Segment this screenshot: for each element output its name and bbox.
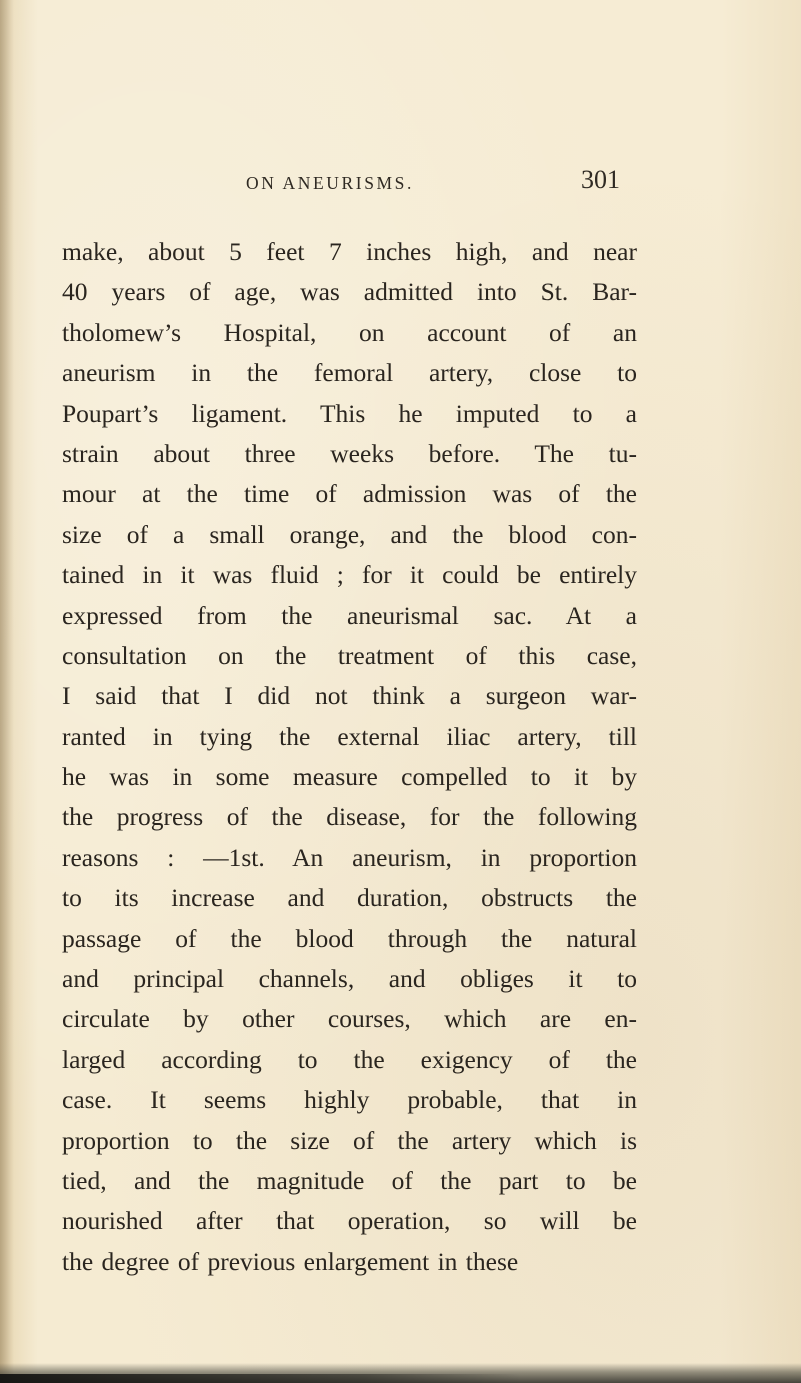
text-line: tied, and the magnitude of the part to be [62, 1165, 637, 1195]
page-bottom-shadow [0, 1374, 520, 1383]
text-line: tained in it was fluid ; for it could be entirely [62, 560, 637, 590]
gutter-shadow [0, 0, 14, 1383]
text-line: Poupart’s ligament. This he imputed to a [62, 398, 637, 428]
text-line: strain about three weeks before. The tu- [62, 438, 637, 468]
text-line: nourished after that operation, so will be [62, 1206, 637, 1236]
text-line: make, about 5 feet 7 inches high, and near [62, 237, 637, 266]
text-line: and principal channels, and obliges it to [62, 964, 637, 994]
text-line: the progress of the disease, for the following [62, 802, 637, 832]
text-line: he was in some measure compelled to it by [62, 762, 637, 792]
running-head [0, 165, 801, 201]
text-line: ranted in tying the external iliac artery, till [62, 721, 637, 751]
text-line: case. It seems highly probable, that in [62, 1085, 637, 1115]
text-line: I said that I did not think a surgeon war- [62, 681, 637, 711]
text-line: the degree of previous enlargement in these [62, 1246, 519, 1276]
text-line: aneurism in the femoral artery, close to [62, 358, 637, 388]
text-line: reasons : —1st. An aneurism, in proportion [62, 842, 637, 872]
text-line: passage of the blood through the natural [62, 923, 637, 953]
text-line: circulate by other courses, which are en- [62, 1004, 637, 1034]
text-line: mour at the time of admission was of the [62, 479, 637, 509]
text-line: consultation on the treatment of this case, [62, 640, 637, 670]
page-number: 301 [581, 165, 620, 194]
text-line: expressed from the aneurismal sac. At a [62, 600, 637, 630]
text-line: to its increase and duration, obstructs the [62, 883, 637, 913]
running-title: ON ANEURISMS. [246, 173, 414, 193]
body-text [62, 232, 637, 1282]
text-line: 40 years of age, was admitted into St. Bar- [62, 277, 637, 307]
text-line: size of a small orange, and the blood con- [62, 519, 637, 549]
text-line: tholomew’s Hospital, on account of an [62, 317, 637, 347]
text-line: proportion to the size of the artery which is [62, 1125, 637, 1155]
text-line: larged according to the exigency of the [62, 1044, 637, 1074]
